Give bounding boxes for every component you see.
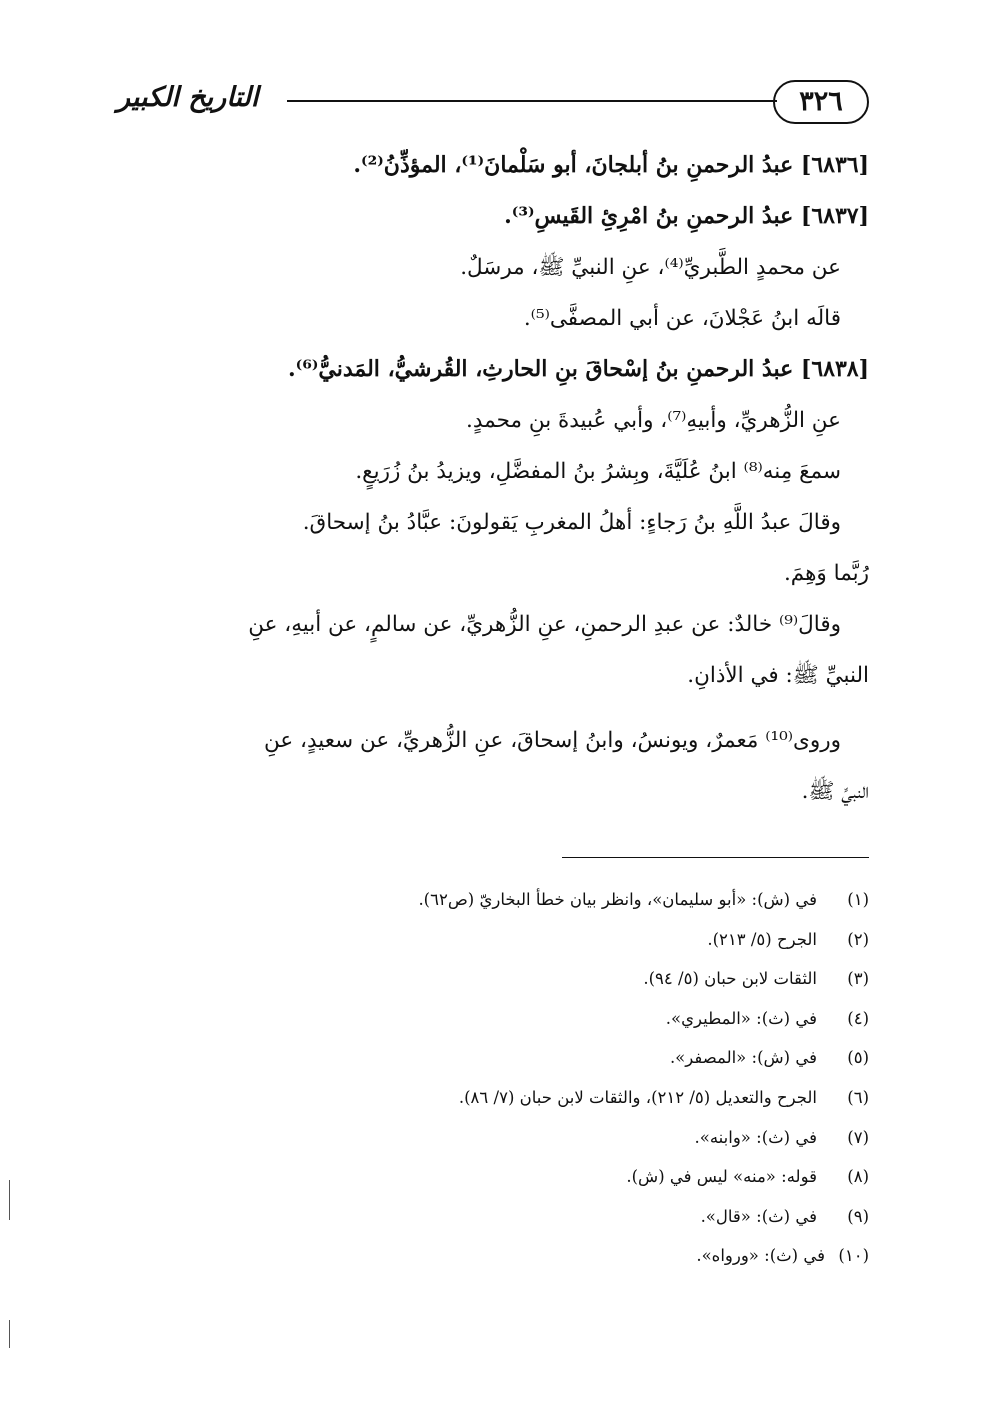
footnote-text: في (ش): «المصفر». xyxy=(669,1048,817,1068)
entry-heading-6838: [٦٨٣٨] عبدُ الرحمنِ بنُ إسْحاقَ بنِ الحارثِ، القُرشيُّ، المَدنيُّ⁽⁶⁾. xyxy=(287,356,869,382)
footnote-number: (٥) xyxy=(847,1048,869,1068)
footnote-text: في (ش): «أبو سليمان»، وانظر بيان خطأ البخاريّ (ص٦٢). xyxy=(418,890,817,909)
footnote-item xyxy=(209,1078,869,1118)
entry-heading-6836: [٦٨٣٦] عبدُ الرحمنِ بنُ أبلجانَ، أبو سَلْمانَ⁽¹⁾، المؤذِّنُ⁽²⁾. xyxy=(353,152,869,178)
main-text xyxy=(117,140,869,817)
footnote-text: في (ث): «وابنه». xyxy=(694,1127,817,1147)
header-rule xyxy=(287,100,777,102)
text-line: وروى⁽¹⁰⁾ مَعمرٌ، ويونسُ، وابنُ إسحاقَ، عنِ الزُّهريِّ، عن سعيدٍ، عنِ xyxy=(263,728,841,753)
footnote-number: (٧) xyxy=(847,1127,869,1147)
margin-mark xyxy=(9,1180,10,1220)
text-line: النبيِّ ﷺ. xyxy=(801,779,869,804)
footnote-number: (١٠) xyxy=(838,1246,869,1266)
footnote-number: (٤) xyxy=(847,1008,869,1028)
footnote-text: في (ث): «ورواه». xyxy=(696,1246,825,1266)
footnote-item xyxy=(209,920,869,960)
footnote-item xyxy=(209,1038,869,1078)
footnote-separator xyxy=(562,857,869,858)
text-line: عن محمدٍ الطَّبريِّ⁽⁴⁾، عنِ النبيِّ ﷺ، مرسَلٌ. xyxy=(460,255,841,280)
footnotes xyxy=(209,880,869,1276)
footnote-text: قوله: «منه» ليس في (ش). xyxy=(626,1167,817,1187)
margin-mark xyxy=(9,1320,10,1348)
book-title: التاريخ الكبير xyxy=(117,82,259,113)
footnote-number: (٦) xyxy=(847,1087,869,1107)
footnote-text: الجرح (٥/ ٢١٣). xyxy=(707,929,817,949)
text-line: النبيِّ ﷺ: في الأذانِ. xyxy=(687,663,869,688)
footnote-item xyxy=(209,959,869,999)
footnote-item xyxy=(209,1118,869,1158)
footnote-number: (٢) xyxy=(847,929,869,949)
text-line: سمعَ مِنه⁽⁸⁾ ابنُ عُلَيَّةَ، وبِشرُ بنُ المفضَّلِ، ويزيدُ بنُ زُرَيعٍ. xyxy=(355,459,841,484)
text-line: رُبَّما وَهِمَ. xyxy=(783,561,869,586)
page-number: ٣٢٦ xyxy=(773,80,869,124)
footnote-item xyxy=(209,999,869,1039)
text-line: عنِ الزُّهريِّ، وأبيهِ⁽⁷⁾، وأبي عُبيدةَ بنِ محمدٍ. xyxy=(466,408,841,433)
footnote-item xyxy=(209,880,869,920)
running-header xyxy=(117,78,869,126)
text-line: قالَه ابنُ عَجْلانَ، عن أبي المصفَّى⁽⁵⁾. xyxy=(523,306,841,331)
footnote-text: في (ث): «المطيري». xyxy=(665,1008,817,1028)
footnote-item xyxy=(209,1197,869,1237)
text-line: وقالَ عبدُ اللَّهِ بنُ رَجاءٍ: أهلُ المغربِ يَقولونَ: عبَّادُ بنُ إسحاقَ. xyxy=(302,510,841,535)
footnote-number: (١) xyxy=(847,890,869,909)
entry-heading-6837: [٦٨٣٧] عبدُ الرحمنِ بنُ امْرِئِ القَيسِ⁽³⁾. xyxy=(504,203,869,229)
footnote-item xyxy=(209,1236,869,1276)
text-line: وقالَ⁽⁹⁾ خالدٌ: عن عبدِ الرحمنِ، عنِ الزُّهريِّ، عن سالمٍ، عن أبيهِ، عنِ xyxy=(248,612,841,637)
footnote-number: (٩) xyxy=(847,1206,869,1226)
footnote-item xyxy=(209,1157,869,1197)
footnote-text: الثقات لابن حبان (٥/ ٩٤). xyxy=(643,969,817,989)
footnote-text: في (ث): «قال». xyxy=(700,1206,817,1226)
footnote-number: (٣) xyxy=(847,969,869,989)
footnote-text: الجرح والتعديل (٥/ ٢١٢)، والثقات لابن حبان (٧/ ٨٦). xyxy=(458,1087,817,1107)
footnote-number: (٨) xyxy=(847,1167,869,1187)
